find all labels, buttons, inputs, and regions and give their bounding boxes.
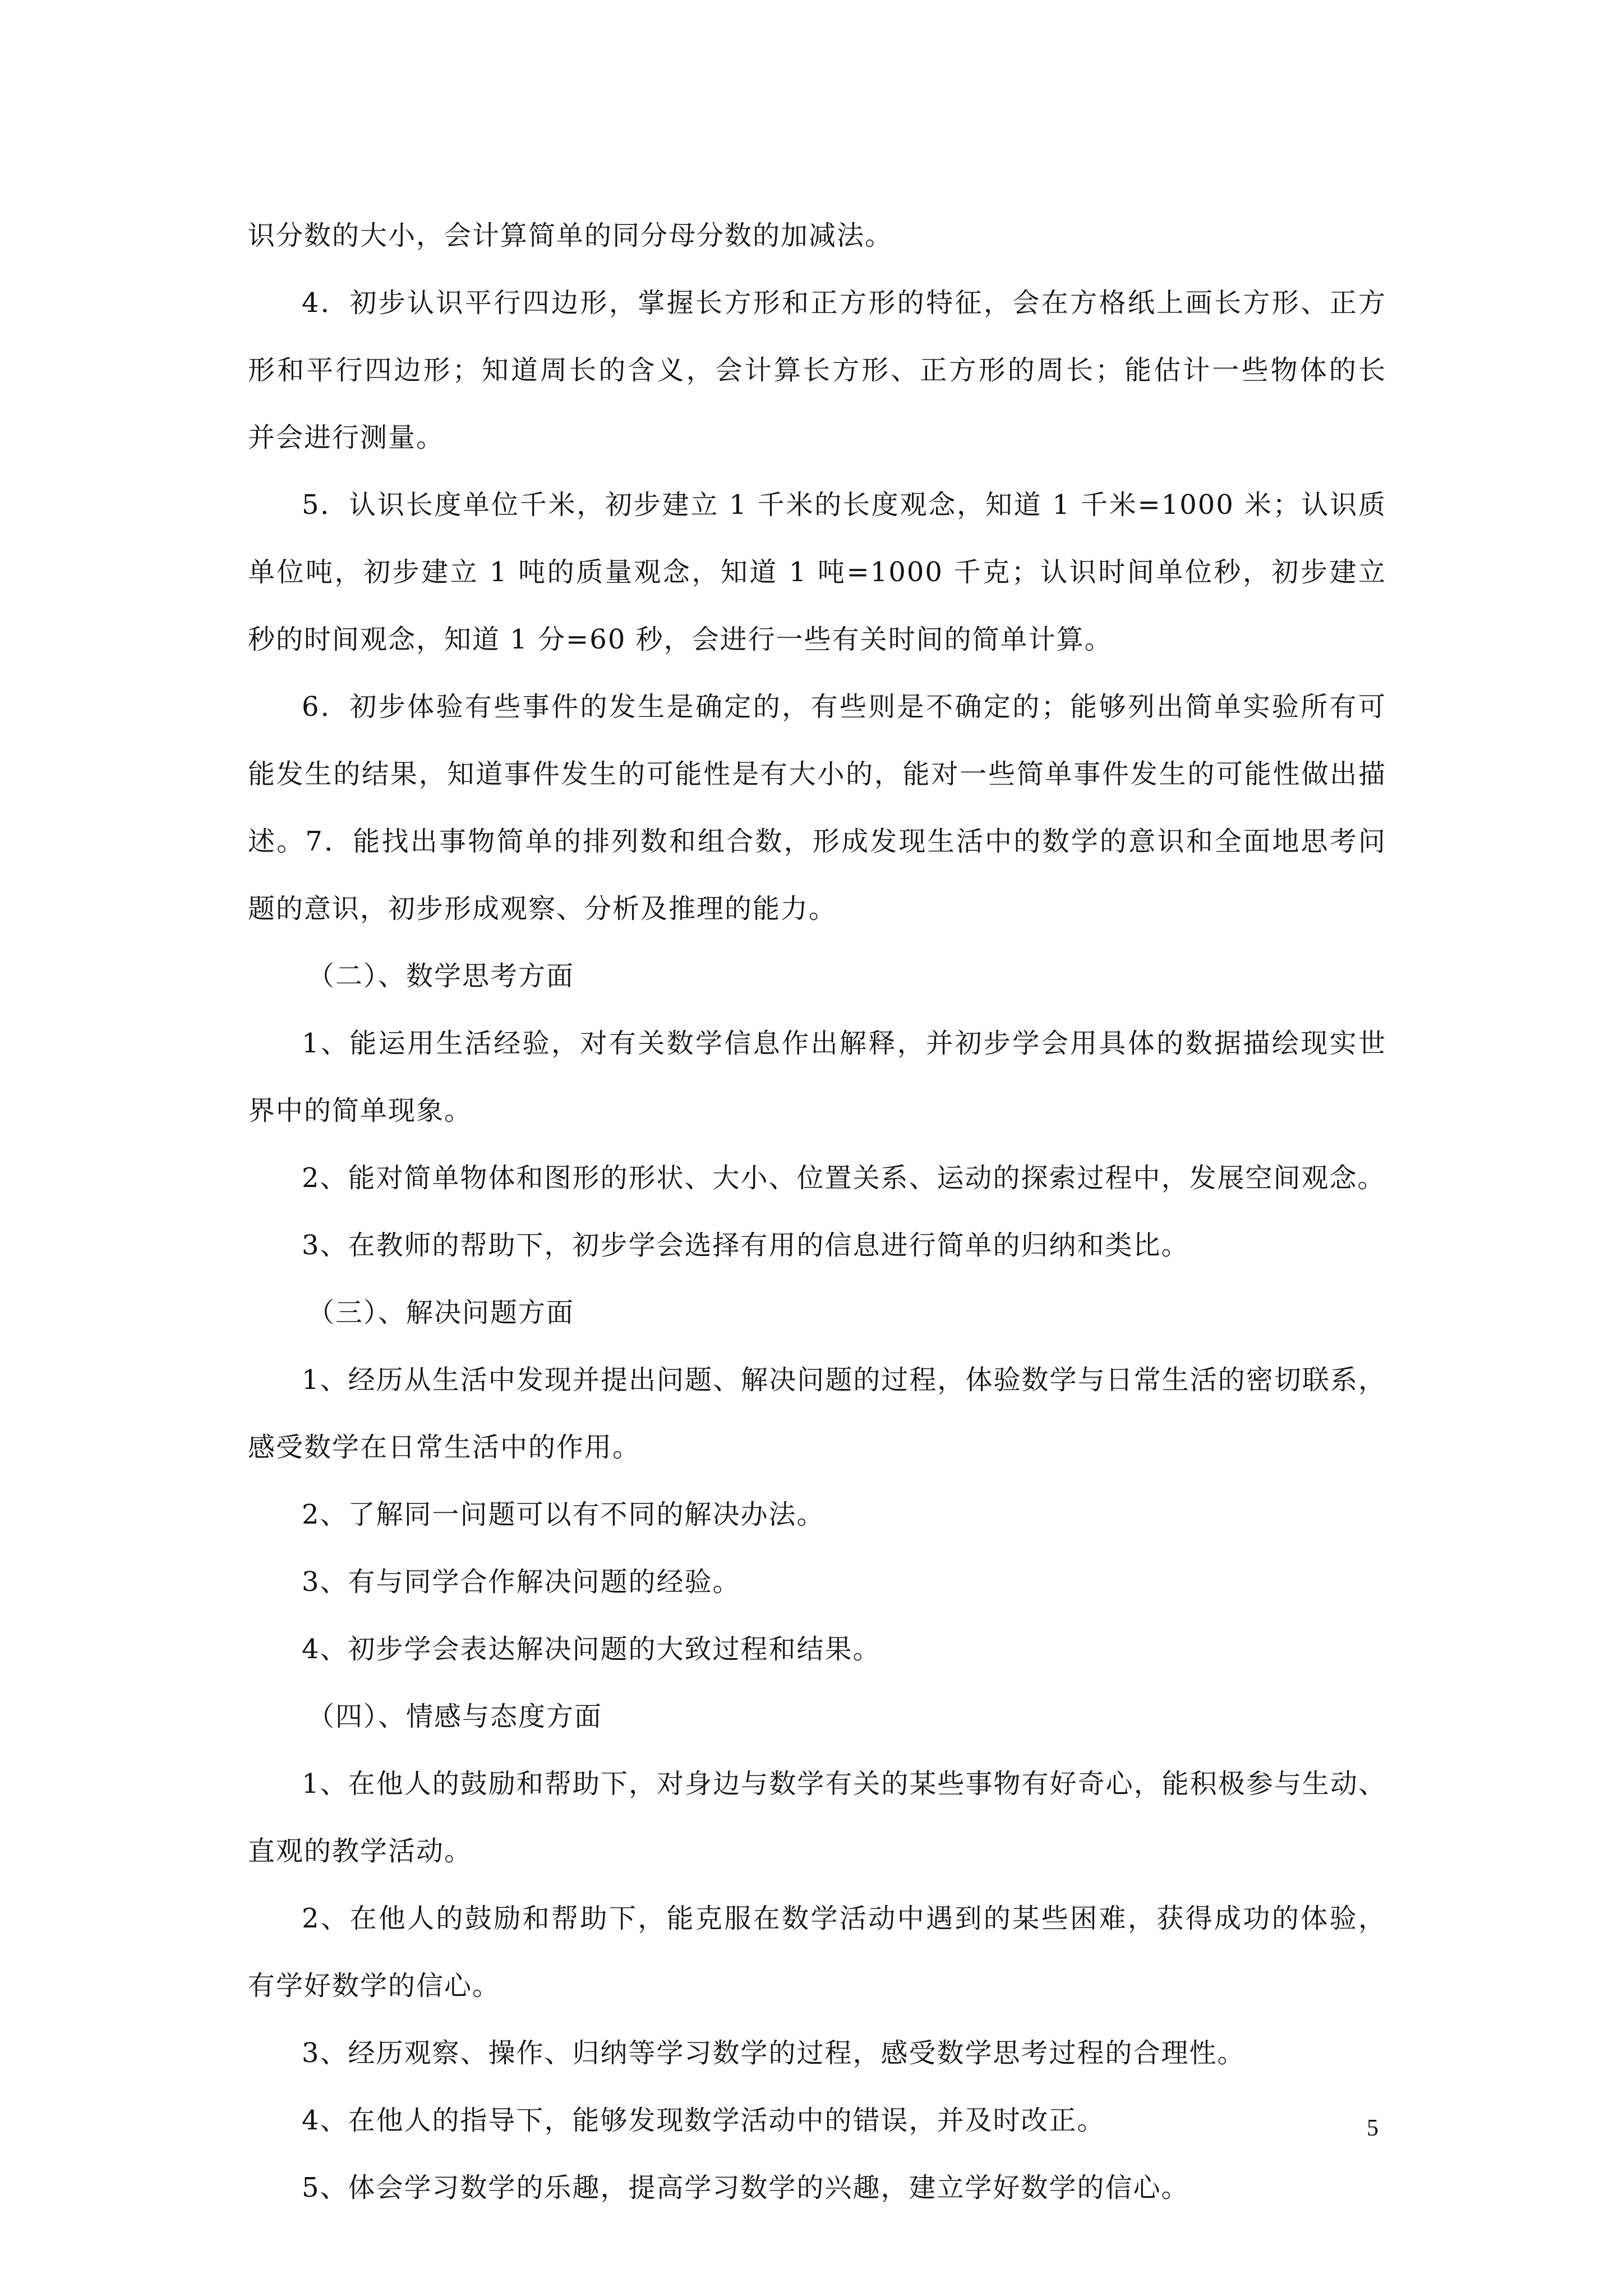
paragraph-line: 2、能对简单物体和图形的形状、大小、位置关系、运动的探索过程中，发展空间观念。: [302, 1162, 1386, 1194]
paragraph-line: 界中的简单现象。: [248, 1095, 473, 1126]
paragraph-line: 述。7．能找出事物简单的排列数和组合数，形成发现生活中的数学的意识和全面地思考问: [248, 826, 1386, 857]
paragraph-line: 3、在教师的帮助下，初步学会选择有用的信息进行简单的归纳和类比。: [302, 1230, 1189, 1261]
paragraph-line: 形和平行四边形；知道周长的含义，会计算长方形、正方形的周长；能估计一些物体的长: [248, 355, 1386, 386]
paragraph-line: 2、在他人的鼓励和帮助下，能克服在数学活动中遇到的某些困难，获得成功的体验，: [302, 1903, 1386, 1934]
section-heading: （四）、情感与态度方面: [307, 1701, 603, 1732]
paragraph-line: 单位吨，初步建立 1 吨的质量观念，知道 1 吨=1000 千克；认识时间单位秒，初步建立: [248, 556, 1386, 588]
section-heading: （三）、解决问题方面: [307, 1297, 575, 1328]
section-heading: （二）、数学思考方面: [307, 960, 575, 992]
paragraph-line: 5．认识长度单位千米，初步建立 1 千米的长度观念，知道 1 千米=1000 米；认识质: [302, 489, 1386, 521]
paragraph-line: 1、经历从生活中发现并提出问题、解决问题的过程，体验数学与日常生活的密切联系，: [302, 1364, 1386, 1396]
paragraph-line: 题的意识，初步形成观察、分析及推理的能力。: [248, 893, 837, 924]
paragraph-line: 4、初步学会表达解决问题的大致过程和结果。: [302, 1634, 881, 1665]
paragraph-line: 6．初步体验有些事件的发生是确定的，有些则是不确定的；能够列出简单实验所有可: [302, 691, 1386, 723]
paragraph-line: 4、在他人的指导下，能够发现数学活动中的错误，并及时改正。: [302, 2105, 1105, 2136]
paragraph-line: 秒的时间观念，知道 1 分=60 秒，会进行一些有关时间的简单计算。: [248, 624, 1113, 655]
paragraph-line: 能发生的结果，知道事件发生的可能性是有大小的，能对一些简单事件发生的可能性做出描: [248, 758, 1386, 790]
paragraph-line: 5、体会学习数学的乐趣，提高学习数学的兴趣，建立学好数学的信心。: [302, 2172, 1189, 2203]
paragraph-line: 直观的教学活动。: [248, 1835, 473, 1867]
paragraph-line: 4．初步认识平行四边形，掌握长方形和正方形的特征，会在方格纸上画长方形、正方: [302, 287, 1386, 319]
page-number: 5: [1367, 2115, 1378, 2141]
paragraph-line: 1、能运用生活经验，对有关数学信息作出解释，并初步学会用具体的数据描绘现实世: [302, 1028, 1386, 1059]
body-text: [248, 202, 1386, 2221]
paragraph-line: 2、了解同一问题可以有不同的解决办法。: [302, 1499, 825, 1530]
paragraph-line: 感受数学在日常生活中的作用。: [248, 1432, 641, 1463]
paragraph-line: 3、经历观察、操作、归纳等学习数学的过程，感受数学思考过程的合理性。: [302, 2037, 1246, 2069]
paragraph-line: 1、在他人的鼓励和帮助下，对身边与数学有关的某些事物有好奇心，能积极参与生动、: [302, 1768, 1386, 1800]
paragraph-line: 识分数的大小，会计算简单的同分母分数的加减法。: [248, 220, 893, 251]
paragraph-line: 3、有与同学合作解决问题的经验。: [302, 1566, 741, 1598]
paragraph-line: 有学好数学的信心。: [248, 1970, 501, 2001]
paragraph-line: 并会进行测量。: [248, 422, 445, 453]
